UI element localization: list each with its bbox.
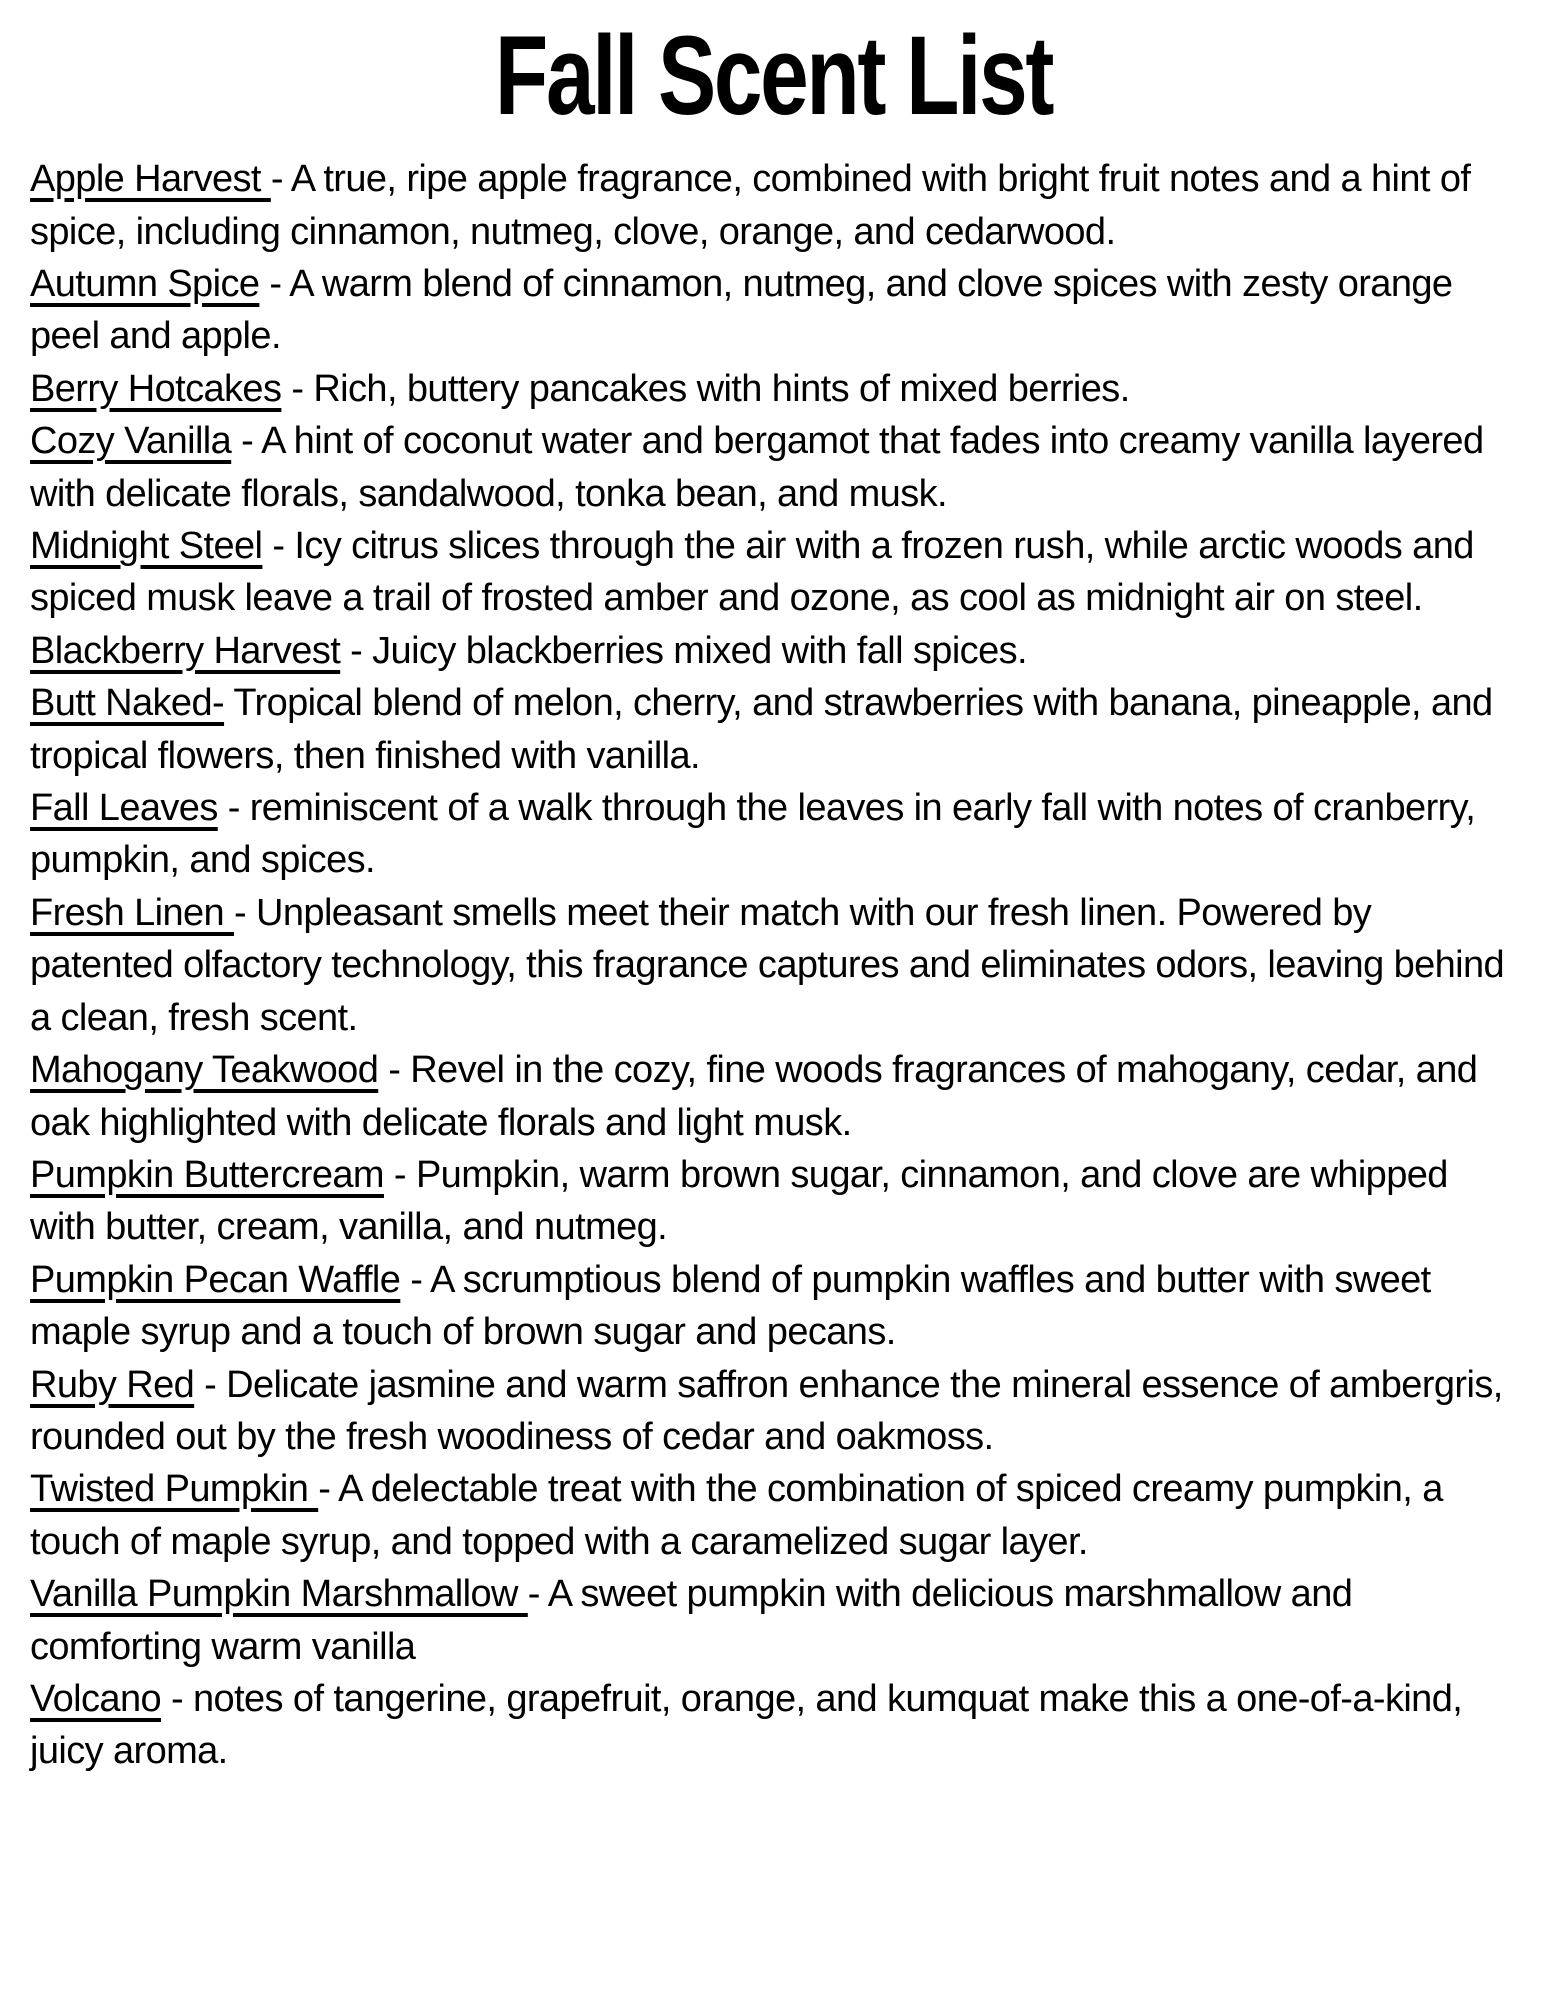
scent-name: Pumpkin Buttercream — [30, 1153, 384, 1196]
scent-name: Mahogany Teakwood — [30, 1049, 379, 1092]
scent-name: Fall Leaves — [30, 787, 218, 830]
scent-description: - notes of tangerine, grapefruit, orange, and kumquat make this a one-of-a-kind, juicy aroma. — [30, 1677, 1463, 1773]
scent-description: - A scrumptious blend of pumpkin waffles and butter with sweet maple syrup and a touch of brown sugar and pecans. — [30, 1258, 1431, 1354]
scent-description: - Pumpkin, warm brown sugar, cinnamon, and clove are whipped with butter, cream, vanilla, and nutmeg. — [30, 1153, 1448, 1249]
scent-entry — [30, 153, 1517, 258]
scent-description: - Delicate jasmine and warm saffron enhance the mineral essence of ambergris, rounded out by the fresh woodiness of cedar and oakmoss. — [30, 1363, 1503, 1458]
scent-name: Apple Harvest — [30, 158, 271, 201]
scent-name: Fresh Linen — [30, 891, 235, 934]
scent-entry — [30, 1149, 1517, 1254]
scent-entry — [30, 1254, 1517, 1359]
scent-description: - Rich, buttery pancakes with hints of mixed berries. — [281, 367, 1130, 410]
scent-entry — [30, 258, 1517, 363]
scent-description: - reminiscent of a walk through the leaves in early fall with notes of cranberry, pumpkin, and spices. — [30, 787, 1476, 882]
scent-entry — [30, 887, 1517, 1044]
scent-entry — [30, 1463, 1517, 1568]
scent-description: - Unpleasant smells meet their match with our fresh linen. Powered by patented olfactory technology, this fragrance captures and eliminates odors, leaving behind a clean, fresh scent. — [30, 891, 1505, 1039]
scent-description: - A warm blend of cinnamon, nutmeg, and clove spices with zesty orange peel and apple. — [30, 263, 1453, 358]
scent-name: Blackberry Harvest — [30, 629, 341, 672]
scent-entry — [30, 363, 1517, 415]
scent-name: Berry Hotcakes — [30, 367, 282, 410]
scent-description: - Icy citrus slices through the air with a frozen rush, while arctic woods and spiced musk leave a trail of frosted amber and ozone, as cool as midnight air on steel. — [30, 525, 1474, 620]
scent-entry — [30, 782, 1517, 887]
scent-name: Pumpkin Pecan Waffle — [30, 1258, 401, 1301]
scent-name: Autumn Spice — [30, 263, 260, 305]
scent-description: - A sweet pumpkin with delicious marshmallow and comforting warm vanilla — [30, 1573, 1353, 1668]
scent-name: Twisted Pumpkin — [30, 1468, 319, 1511]
scent-list — [30, 153, 1517, 1778]
scent-name: Ruby Red — [30, 1363, 195, 1406]
scent-name: Vanilla Pumpkin Marshmallow — [30, 1573, 528, 1616]
scent-description: - A delectable treat with the combination of spiced creamy pumpkin, a touch of maple syrup, and topped with a caramelized sugar layer. — [30, 1468, 1443, 1563]
scent-description: - Revel in the cozy, fine woods fragrances of mahogany, cedar, and oak highlighted with delicate florals and light musk. — [30, 1049, 1478, 1144]
scent-name: Cozy Vanilla — [30, 420, 232, 463]
scent-entry — [30, 1673, 1517, 1778]
scent-name: Butt Naked- — [30, 682, 225, 725]
scent-name: Volcano — [30, 1677, 162, 1720]
scent-entry — [30, 677, 1517, 782]
scent-entry — [30, 625, 1517, 677]
scent-name: Midnight Steel — [30, 525, 263, 568]
scent-entry — [30, 520, 1517, 625]
scent-entry — [30, 1044, 1517, 1149]
scent-description: - Juicy blackberries mixed with fall spices. — [340, 629, 1027, 672]
page-title: Fall Scent List — [494, 13, 1053, 138]
scent-entry — [30, 415, 1517, 520]
scent-description: Tropical blend of melon, cherry, and strawberries with banana, pineapple, and tropical flowers, then finished with vanilla. — [30, 682, 1493, 777]
scent-description: - A hint of coconut water and bergamot that fades into creamy vanilla layered with delicate florals, sandalwood, tonka bean, and musk. — [30, 420, 1484, 515]
scent-description: - A true, ripe apple fragrance, combined with bright fruit notes and a hint of spice, including cinnamon, nutmeg, clove, orange, and cedarwood. — [30, 158, 1471, 253]
scent-entry — [30, 1568, 1517, 1673]
scent-entry — [30, 1359, 1517, 1464]
